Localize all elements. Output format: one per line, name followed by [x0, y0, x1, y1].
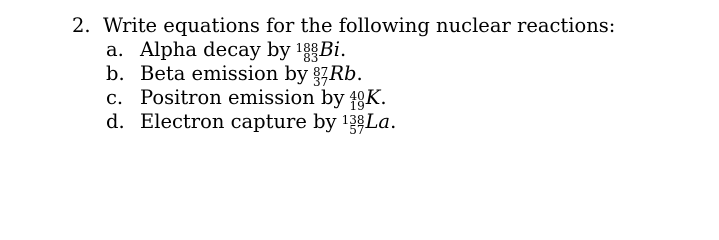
element-symbol: K: [365, 86, 381, 109]
item-label: a.: [106, 38, 124, 61]
list-item: [106, 110, 615, 137]
list-item: [106, 62, 615, 89]
question-prompt: Write equations for the following nuclear reactions:: [103, 14, 616, 37]
mass-number: 87: [313, 65, 329, 79]
element-symbol: La: [365, 110, 391, 133]
list-item: [106, 38, 615, 65]
mass-number: 138: [341, 113, 365, 127]
list-item: [106, 86, 615, 113]
item-text: Alpha decay by: [140, 38, 291, 61]
atomic-number: 57: [349, 123, 365, 137]
isotope-numbers: [342, 115, 365, 135]
element-symbol: Rb: [329, 62, 357, 85]
isotope-numbers: [349, 91, 364, 111]
nuclide: [342, 110, 397, 139]
question-number: 2.: [72, 14, 91, 37]
item-text: Beta emission by: [140, 62, 309, 85]
question-2: [72, 14, 616, 137]
item-end: .: [380, 86, 387, 109]
item-text: Electron capture by: [140, 110, 337, 133]
item-end: .: [390, 110, 397, 133]
element-symbol: Bi: [319, 38, 340, 61]
atomic-number: 83: [303, 51, 319, 65]
question-header: [72, 14, 615, 38]
atomic-number: 37: [313, 75, 329, 89]
mass-number: 40: [349, 89, 365, 103]
item-label: d.: [106, 110, 125, 133]
item-label: b.: [106, 62, 125, 85]
item-end: .: [356, 62, 363, 85]
atomic-number: 19: [349, 99, 365, 113]
item-label: c.: [106, 86, 124, 109]
item-text: Positron emission by: [140, 86, 345, 109]
isotope-numbers: [295, 43, 318, 63]
reaction-list: [72, 38, 615, 137]
item-end: .: [339, 38, 347, 61]
isotope-numbers: [313, 67, 328, 87]
mass-number: 188: [295, 41, 319, 55]
